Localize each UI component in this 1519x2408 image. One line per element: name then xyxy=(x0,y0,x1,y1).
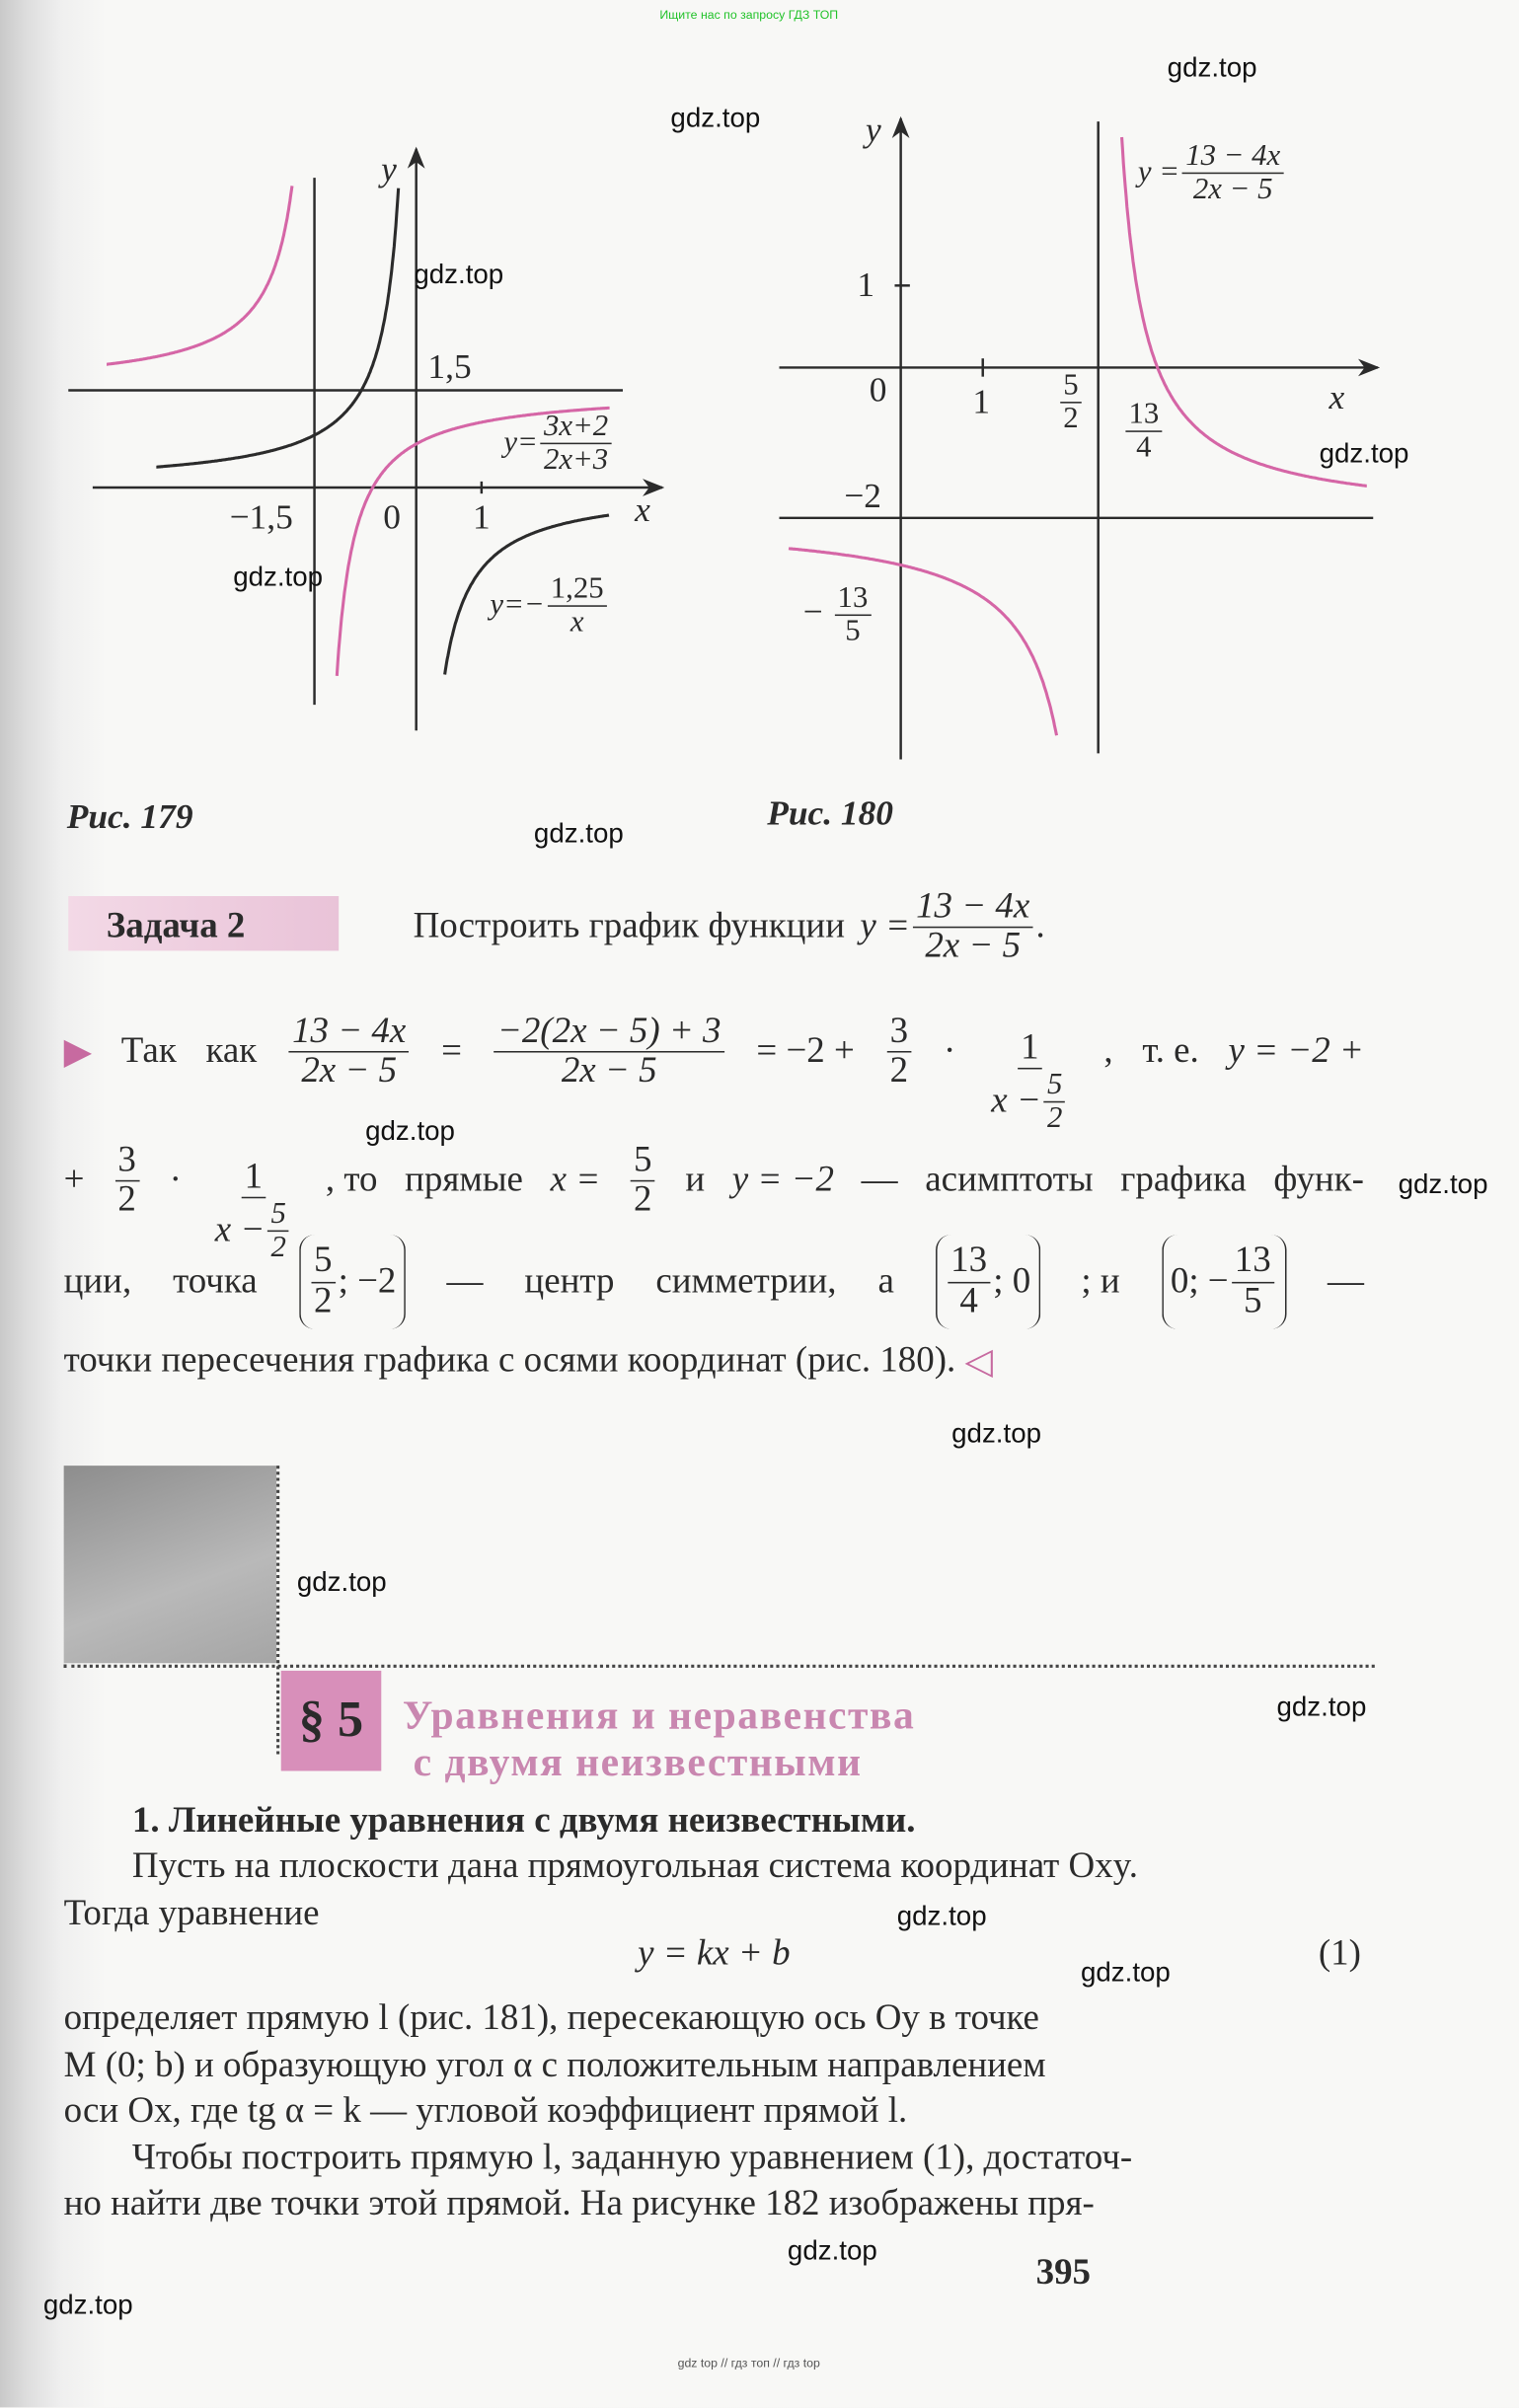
watermark: gdz.top xyxy=(1319,438,1409,469)
text: · xyxy=(944,1030,956,1071)
formula-lhs: y= xyxy=(503,425,538,460)
watermark: gdz.top xyxy=(414,259,504,290)
text: но найти две точки этой прямой. На рисунке 182 изображены пря- xyxy=(63,2184,1095,2224)
text: M (0; b) и образующую угол α с положительным направлением xyxy=(63,2046,1046,2086)
fig180-tick-y1: 1 xyxy=(857,265,875,304)
paragraph-line: оси Ox, где tg α = k — угловой коэффициент прямой l. xyxy=(63,2091,908,2132)
fraction xyxy=(834,582,871,647)
fraction xyxy=(1232,1242,1274,1320)
numerator: 5 xyxy=(1060,370,1082,404)
numerator: 3 xyxy=(887,1013,912,1052)
text: ; и xyxy=(1081,1261,1120,1302)
formula-lhs: y = xyxy=(1137,155,1180,189)
numerator: 1 xyxy=(242,1159,266,1198)
fig179-formula-rational xyxy=(503,411,614,476)
denominator: 5 xyxy=(1244,1281,1262,1321)
denominator: x xyxy=(570,605,584,640)
watermark: gdz.top xyxy=(670,102,761,133)
fraction xyxy=(548,573,607,639)
period: . xyxy=(1035,907,1045,947)
fig179-formula-hyperbola xyxy=(490,573,609,639)
decorative-gray-block xyxy=(64,1466,276,1663)
fig179-tick-1: 1 xyxy=(473,497,491,537)
denominator: 2x − 5 xyxy=(925,927,1022,967)
symmetry-center-point xyxy=(299,1235,406,1328)
text: y = −2 + xyxy=(1228,1030,1364,1071)
solution-line-4 xyxy=(64,1339,1364,1384)
fig179-tick-1.5: 1,5 xyxy=(427,347,472,386)
numerator: 5 xyxy=(267,1198,289,1232)
section-number-badge: § 5 xyxy=(281,1671,382,1771)
numerator: 1 xyxy=(1018,1029,1042,1069)
fraction xyxy=(289,1013,409,1091)
text: функ- xyxy=(1273,1160,1364,1200)
denominator: 4 xyxy=(959,1281,978,1321)
task-statement xyxy=(64,888,1364,966)
denominator: 5 xyxy=(845,614,861,648)
text: + xyxy=(63,1160,85,1200)
denominator: 2x − 5 xyxy=(1192,172,1273,206)
fig180-tick-neg2: −2 xyxy=(844,477,881,515)
task-text: Построить график функции xyxy=(413,907,845,947)
text: Пусть на плоскости дана прямоугольная система координат Oxy. xyxy=(131,1846,1139,1887)
solution-line-3 xyxy=(63,1230,1364,1330)
text: y = −2 xyxy=(731,1160,834,1200)
paragraph-line xyxy=(64,1998,1364,2040)
curve-rational-left-branch xyxy=(107,186,292,364)
text: ции, xyxy=(63,1261,132,1302)
denominator: 2 xyxy=(889,1050,909,1091)
text: как xyxy=(205,1030,258,1071)
x-intercept-point xyxy=(936,1235,1040,1328)
denominator-x: x − xyxy=(214,1210,266,1250)
text: точка xyxy=(173,1261,258,1302)
equation-1: y = kx + b xyxy=(638,1933,791,1974)
dotted-divider xyxy=(64,1665,1375,1668)
text: а xyxy=(877,1261,894,1302)
numerator: 13 xyxy=(1232,1242,1274,1282)
equation-number: (1) xyxy=(1318,1933,1361,1974)
text: асимптоты xyxy=(925,1160,1094,1200)
fig180-tick-0: 0 xyxy=(869,370,887,409)
denominator: 2x − 5 xyxy=(301,1050,398,1091)
fig180-tick-x1: 1 xyxy=(972,382,991,421)
curve-hyperbola-left-branch xyxy=(156,188,398,468)
numerator: 3x+2 xyxy=(541,411,611,444)
fig180-x-label: x xyxy=(1329,378,1345,416)
fraction xyxy=(631,1142,655,1220)
numerator: 13 xyxy=(948,1242,990,1282)
numerator: 13 xyxy=(834,582,871,616)
solution-start-marker-icon: ▶ xyxy=(63,1032,93,1073)
text: — xyxy=(861,1160,898,1200)
fig180-tick-5-2 xyxy=(1057,370,1085,435)
solution-end-marker-icon: ◁ xyxy=(964,1342,993,1383)
fraction xyxy=(1125,399,1162,464)
fraction xyxy=(1182,140,1283,205)
watermark: gdz.top xyxy=(951,1417,1042,1449)
denominator: 2 xyxy=(313,1281,333,1321)
watermark: gdz.top xyxy=(296,1566,387,1598)
numerator: 5 xyxy=(311,1242,336,1282)
denominator-x: x − xyxy=(991,1081,1041,1121)
text: x = xyxy=(550,1160,601,1200)
minus-sign: − xyxy=(802,592,823,632)
paragraph-line xyxy=(132,1846,1364,1888)
watermark: gdz.top xyxy=(42,2290,133,2320)
denominator: 4 xyxy=(1136,430,1152,465)
text: 0; − xyxy=(1170,1261,1229,1302)
denominator: 2 xyxy=(270,1230,286,1264)
text: — xyxy=(1328,1261,1364,1302)
fraction xyxy=(114,1142,139,1220)
text: · xyxy=(169,1160,182,1200)
fig180-formula xyxy=(1138,140,1286,205)
fig179-tick-neg1.5: −1,5 xyxy=(229,497,293,537)
fig179-tick-0: 0 xyxy=(383,497,401,537)
numerator: 5 xyxy=(631,1142,655,1181)
text: ; −2 xyxy=(338,1261,397,1302)
fraction xyxy=(887,1013,912,1091)
text: = −2 + xyxy=(756,1030,855,1071)
denominator: 2 xyxy=(1046,1100,1063,1135)
subsection-heading: 1. Линейные уравнения с двумя неизвестными. xyxy=(131,1801,916,1842)
section-title-line-2: с двумя неизвестными xyxy=(413,1739,863,1785)
watermark: gdz.top xyxy=(533,817,624,849)
numerator: 13 xyxy=(1125,399,1162,432)
fig180-y-label: y xyxy=(866,111,881,149)
text: = xyxy=(441,1030,463,1071)
text: , xyxy=(1103,1030,1113,1071)
text: графика xyxy=(1120,1160,1247,1200)
watermark: gdz.top xyxy=(1398,1168,1488,1200)
text: , то xyxy=(325,1160,378,1200)
text: центр xyxy=(524,1261,615,1302)
fig179-x-label: x xyxy=(635,490,650,529)
fraction xyxy=(494,1013,724,1091)
task-label: Задача 2 xyxy=(106,907,246,947)
formula-lhs: y=− xyxy=(490,588,545,622)
numerator: 3 xyxy=(114,1142,139,1181)
footer-note: gdz top // гдз топ // гдз top xyxy=(677,2356,820,2370)
paragraph-line xyxy=(64,2046,1364,2087)
fig180-tick-neg13-5 xyxy=(803,582,874,647)
text: т. е. xyxy=(1142,1030,1199,1071)
paragraph-line xyxy=(64,2184,1364,2225)
task-formula-lhs: y = xyxy=(860,907,910,947)
watermark: gdz.top xyxy=(1276,1691,1367,1722)
watermark: gdz.top xyxy=(787,2234,877,2266)
watermark: gdz.top xyxy=(1167,52,1257,83)
text: Так xyxy=(120,1030,177,1071)
fraction xyxy=(1060,370,1082,435)
watermark: gdz.top xyxy=(1080,1957,1171,1988)
dotted-divider-vertical xyxy=(276,1466,279,1754)
text: точки пересечения графика с осями координат (рис. 180). xyxy=(63,1340,956,1381)
fig179-caption: Рис. 179 xyxy=(66,796,193,836)
text: определяет прямую l (рис. 181), пересекающую ось Oy в точке xyxy=(63,1998,1039,2039)
fraction xyxy=(311,1242,336,1320)
text: симметрии, xyxy=(655,1261,837,1302)
paragraph-line xyxy=(132,2139,1364,2180)
denominator: 2 xyxy=(117,1179,136,1220)
denominator: 2x+3 xyxy=(543,442,609,477)
watermark: gdz.top xyxy=(896,1901,987,1931)
fig180-caption: Рис. 180 xyxy=(767,793,894,833)
denominator: 2x − 5 xyxy=(561,1050,657,1091)
denominator: 2 xyxy=(634,1179,652,1220)
paragraph-line: Тогда уравнение xyxy=(63,1894,320,1934)
text: прямые xyxy=(405,1160,523,1200)
numerator: 13 − 4x xyxy=(289,1013,409,1052)
numerator: 1,25 xyxy=(548,573,607,607)
watermark: gdz.top xyxy=(365,1115,455,1147)
fig179-y-label: y xyxy=(381,150,397,188)
fig180-tick-13-4 xyxy=(1122,399,1165,464)
page-number: 395 xyxy=(1035,2253,1092,2294)
y-intercept-point xyxy=(1162,1235,1287,1328)
figure-180-graph xyxy=(780,118,1378,759)
numerator: 5 xyxy=(1044,1070,1066,1103)
denominator: 2 xyxy=(1063,402,1079,435)
text: — xyxy=(446,1261,484,1302)
numerator: 13 − 4x xyxy=(913,888,1032,928)
text: и xyxy=(685,1160,706,1200)
numerator: 13 − 4x xyxy=(1182,140,1283,174)
text: ; 0 xyxy=(993,1261,1031,1302)
numerator: −2(2x − 5) + 3 xyxy=(494,1013,724,1052)
text: Чтобы построить прямую l, заданную уравнением (1), достаточ- xyxy=(131,2138,1133,2178)
fraction xyxy=(541,411,611,476)
section-title-line-1: Уравнения и неравенства xyxy=(402,1692,916,1738)
watermark: gdz.top xyxy=(233,561,324,592)
fraction xyxy=(948,1242,990,1320)
top-banner: Ищите нас по запросу ГДЗ ТОП xyxy=(659,8,839,23)
fraction xyxy=(913,888,1032,966)
